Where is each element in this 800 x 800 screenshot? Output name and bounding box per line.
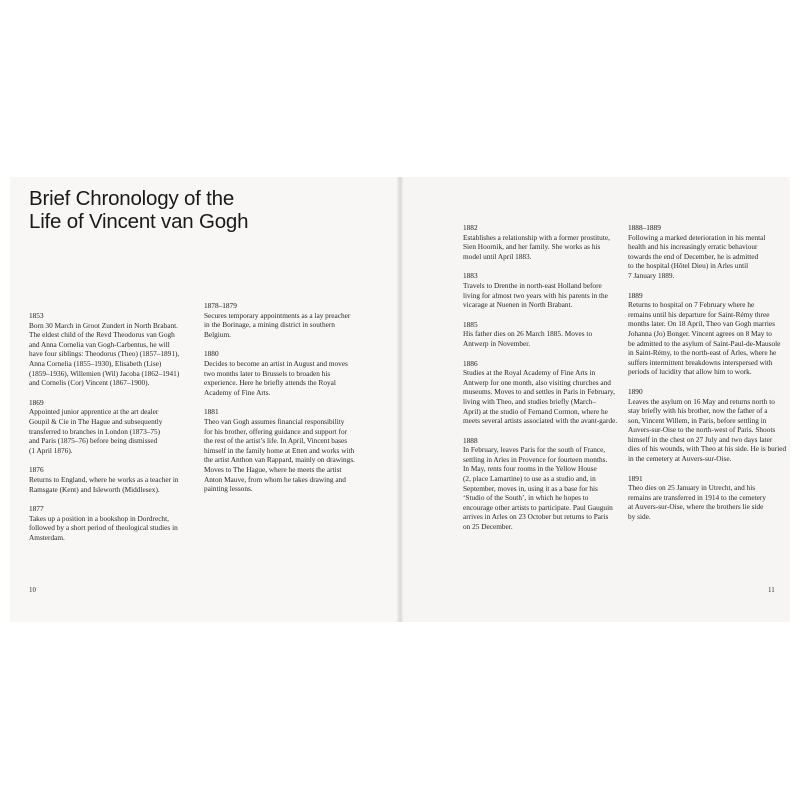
entry-text-line: Theo van Gogh assumes financial responsibility	[204, 416, 345, 426]
entry-text-line: on 25 December.	[463, 522, 513, 532]
entry-text-line: living for almost two years with his parents in the	[463, 290, 608, 300]
entry-text-line: and Anna Cornelia van Gogh-Carbentus, he will	[29, 339, 170, 349]
chronology-entry	[29, 465, 199, 494]
entry-text-line: encourage other artists to participate. Paul Gauguin	[463, 502, 613, 512]
chronology-column-2	[204, 301, 374, 504]
entry-text-line: In February, leaves Paris for the south of France,	[463, 445, 606, 455]
chronology-entry	[628, 474, 798, 522]
entry-text-line: Appointed junior apprentice at the art dealer	[29, 407, 159, 417]
entry-text-line: to the hospital (Hôtel Dieu) in Arles until	[628, 261, 749, 271]
entry-text-line: Secures temporary appointments as a lay preacher	[204, 310, 351, 320]
chronology-entry	[463, 436, 633, 532]
entry-text-line: April) at the studio of Fernand Cormon, where he	[463, 406, 608, 416]
entry-text-line: Auvers-sur-Oise to the north-west of Paris. Shoots	[628, 425, 776, 435]
entry-text-line: remains are transferred in 1914 to the cemetery	[628, 492, 766, 502]
entry-year: 1877	[29, 504, 44, 514]
entry-text-line: In May, rents four rooms in the Yellow House	[463, 464, 597, 474]
chronology-entry	[29, 311, 199, 388]
chronology-entry	[463, 320, 633, 349]
entry-text-line: periods of lucidity that allow him to work.	[628, 367, 752, 377]
entry-text-line: Returns to hospital on 7 February where he	[628, 300, 755, 310]
entry-text-line: months later. On 18 April, Theo van Gogh marries	[628, 319, 775, 329]
title-line-2: Life of Vincent van Gogh	[29, 210, 249, 233]
entry-text-line: painting lessons.	[204, 484, 253, 494]
entry-text-line: Establishes a relationship with a former prostitute,	[463, 232, 610, 242]
entry-year: 1888–1889	[628, 223, 661, 232]
entry-year: 1890	[628, 386, 643, 396]
entry-text-line: arrives in Arles on 23 October but returns to Paris	[463, 512, 609, 522]
entry-text-line: (2, place Lamartine) to use as a studio and, in	[463, 474, 596, 484]
entry-text-line: Antwerp in November.	[463, 338, 531, 348]
entry-text-line: Leaves the asylum on 16 May and returns north to	[628, 396, 775, 406]
entry-text-line: Goupil & Cie in The Hague and subsequently	[29, 416, 163, 426]
entry-text-line: himself in the chest on 27 July and two days later	[628, 434, 773, 444]
entry-text-line: towards the end of December, he is admitted	[628, 251, 759, 261]
entry-text-line: Moves to The Hague, where he meets the artist	[204, 464, 342, 474]
entry-text-line: Ramsgate (Kent) and Isleworth (Middlesex).	[29, 484, 160, 494]
chronology-entry	[29, 398, 199, 456]
entry-text-line: September, moves in, using it as a base for his	[463, 483, 598, 493]
entry-text-line: two months later to Brussels to broaden his	[204, 368, 331, 378]
entry-text-line: stay briefly with his brother, now the father of a	[628, 406, 768, 416]
entry-text-line: Belgium.	[204, 329, 231, 339]
entry-text-line: Decides to become an artist in August and moves	[204, 358, 348, 368]
page-number-left: 10	[29, 586, 36, 594]
left-page	[10, 177, 400, 622]
entry-text-line: by side.	[628, 512, 651, 522]
entry-text-line: ‘Studio of the South’, in which he hopes to	[463, 493, 589, 503]
chronology-entry	[204, 349, 374, 397]
entry-text-line: Takes up a position in a bookshop in Dordrecht,	[29, 513, 169, 523]
chronology-entry	[204, 301, 374, 339]
entry-text-line: (1 April 1876).	[29, 445, 73, 455]
entry-text-line: in the Borinage, a mining district in southern	[204, 320, 335, 330]
page-title	[29, 187, 248, 233]
entry-text-line: in the cemetery at Auvers-sur-Oise.	[628, 454, 732, 464]
entry-text-line: son, Vincent Willem, in Paris, before settling in	[628, 415, 767, 425]
chronology-entry	[628, 387, 798, 464]
entry-text-line: living with Theo, and studies briefly (March–	[463, 396, 597, 406]
entry-text-line: Born 30 March in Groot Zundert in North Brabant.	[29, 320, 178, 330]
entry-text-line: suffers intermittent breakdowns interspersed with	[628, 357, 773, 367]
entry-text-line: Theo dies on 25 January in Utrecht, and his	[628, 483, 756, 493]
entry-text-line: Returns to England, where he works as a teacher in	[29, 474, 179, 484]
entry-text-line: and Cornelis (Cor) Vincent (1867–1900).	[29, 378, 150, 388]
entry-year: 1883	[463, 271, 478, 281]
chronology-column-3	[463, 223, 633, 542]
chronology-entry	[463, 223, 633, 261]
chronology-entry	[463, 359, 633, 426]
entry-year: 1853	[29, 311, 44, 320]
entry-text-line: meets several artists associated with the avant-garde.	[463, 416, 618, 426]
entry-text-line: for his brother, offering guidance and support for	[204, 426, 348, 436]
entry-text-line: settling in Arles in Provence for fourteen months.	[463, 454, 608, 464]
right-page	[400, 177, 790, 622]
chronology-entry	[204, 407, 374, 493]
chronology-entry	[29, 504, 199, 542]
entry-year: 1886	[463, 358, 478, 368]
chronology-entry	[628, 291, 798, 377]
entry-year: 1881	[204, 407, 219, 417]
entry-year: 1891	[628, 473, 643, 483]
chronology-entry	[628, 223, 798, 281]
entry-year: 1889	[628, 290, 643, 300]
entry-text-line: Anton Mauve, from whom he takes drawing and	[204, 474, 346, 484]
entry-text-line: The eldest child of the Revd Theodorus van Gogh	[29, 330, 175, 340]
entry-text-line: at Auvers-sur-Oise, where the brothers lie side	[628, 502, 764, 512]
entry-text-line: Travels to Drenthe in north-east Holland before	[463, 280, 602, 290]
entry-text-line: have four siblings: Theodorus (Theo) (1857–1891),	[29, 349, 180, 359]
entry-text-line: 7 January 1889.	[628, 270, 675, 280]
entry-year: 1885	[463, 319, 478, 329]
chronology-column-4	[628, 223, 798, 532]
entry-text-line: the rest of the artist’s life. In April, Vincent bases	[204, 436, 348, 446]
entry-text-line: Anna Cornelia (1855–1930), Elisabeth (Lise)	[29, 358, 162, 368]
entry-year: 1878–1879	[204, 301, 237, 310]
entry-text-line: followed by a short period of theological studies in	[29, 523, 178, 533]
entry-text-line: transferred to branches in London (1873–75)	[29, 426, 161, 436]
entry-text-line: dies of his wounds, with Theo at his side. He is buried	[628, 444, 787, 454]
entry-text-line: His father dies on 26 March 1885. Moves to	[463, 329, 593, 339]
entry-year: 1876	[29, 465, 44, 475]
entry-text-line: vicarage at Nuenen in North Brabant.	[463, 300, 573, 310]
entry-text-line: Antwerp for one month, also visiting churches and	[463, 377, 611, 387]
book-gutter	[396, 177, 404, 622]
entry-text-line: himself in the family home at Etten and works with	[204, 445, 355, 455]
entry-text-line: in Saint-Rémy, to the north-east of Arles, where he	[628, 348, 777, 358]
entry-year: 1882	[463, 223, 478, 232]
entry-text-line: the artist Anthon van Rappard, mainly on drawings.	[204, 455, 355, 465]
entry-text-line: model until April 1883.	[463, 251, 532, 261]
entry-text-line: experience. Here he briefly attends the Royal	[204, 378, 336, 388]
entry-year: 1880	[204, 349, 219, 359]
entry-text-line: Johanna (Jo) Bonger. Vincent agrees on 8 May to	[628, 328, 772, 338]
entry-text-line: Amsterdam.	[29, 532, 65, 542]
chronology-column-1	[29, 311, 199, 552]
entry-text-line: Studies at the Royal Academy of Fine Arts in	[463, 368, 596, 378]
entry-text-line: be admitted to the asylum of Saint-Paul-de-Mausole	[628, 338, 781, 348]
entry-text-line: Academy of Fine Arts.	[204, 387, 271, 397]
entry-year: 1888	[463, 435, 478, 445]
entry-text-line: museums. Moves to and settles in Paris in February,	[463, 387, 615, 397]
entry-text-line: Following a marked deterioration in his mental	[628, 232, 766, 242]
entry-text-line: Sien Hoornik, and her family. She works as his	[463, 242, 601, 252]
entry-text-line: health and his increasingly erratic behaviour	[628, 242, 758, 252]
chronology-entry	[463, 271, 633, 309]
entry-text-line: remains until his departure for Saint-Rémy three	[628, 309, 770, 319]
book-spread	[10, 177, 790, 622]
title-line-1: Brief Chronology of the	[29, 187, 235, 210]
entry-text-line: and Paris (1875–76) before being dismissed	[29, 436, 158, 446]
entry-text-line: (1859–1936), Willemien (Wil) Jacoba (1862–1941)	[29, 368, 180, 378]
page-number-right: 11	[768, 586, 775, 594]
entry-year: 1869	[29, 397, 44, 407]
